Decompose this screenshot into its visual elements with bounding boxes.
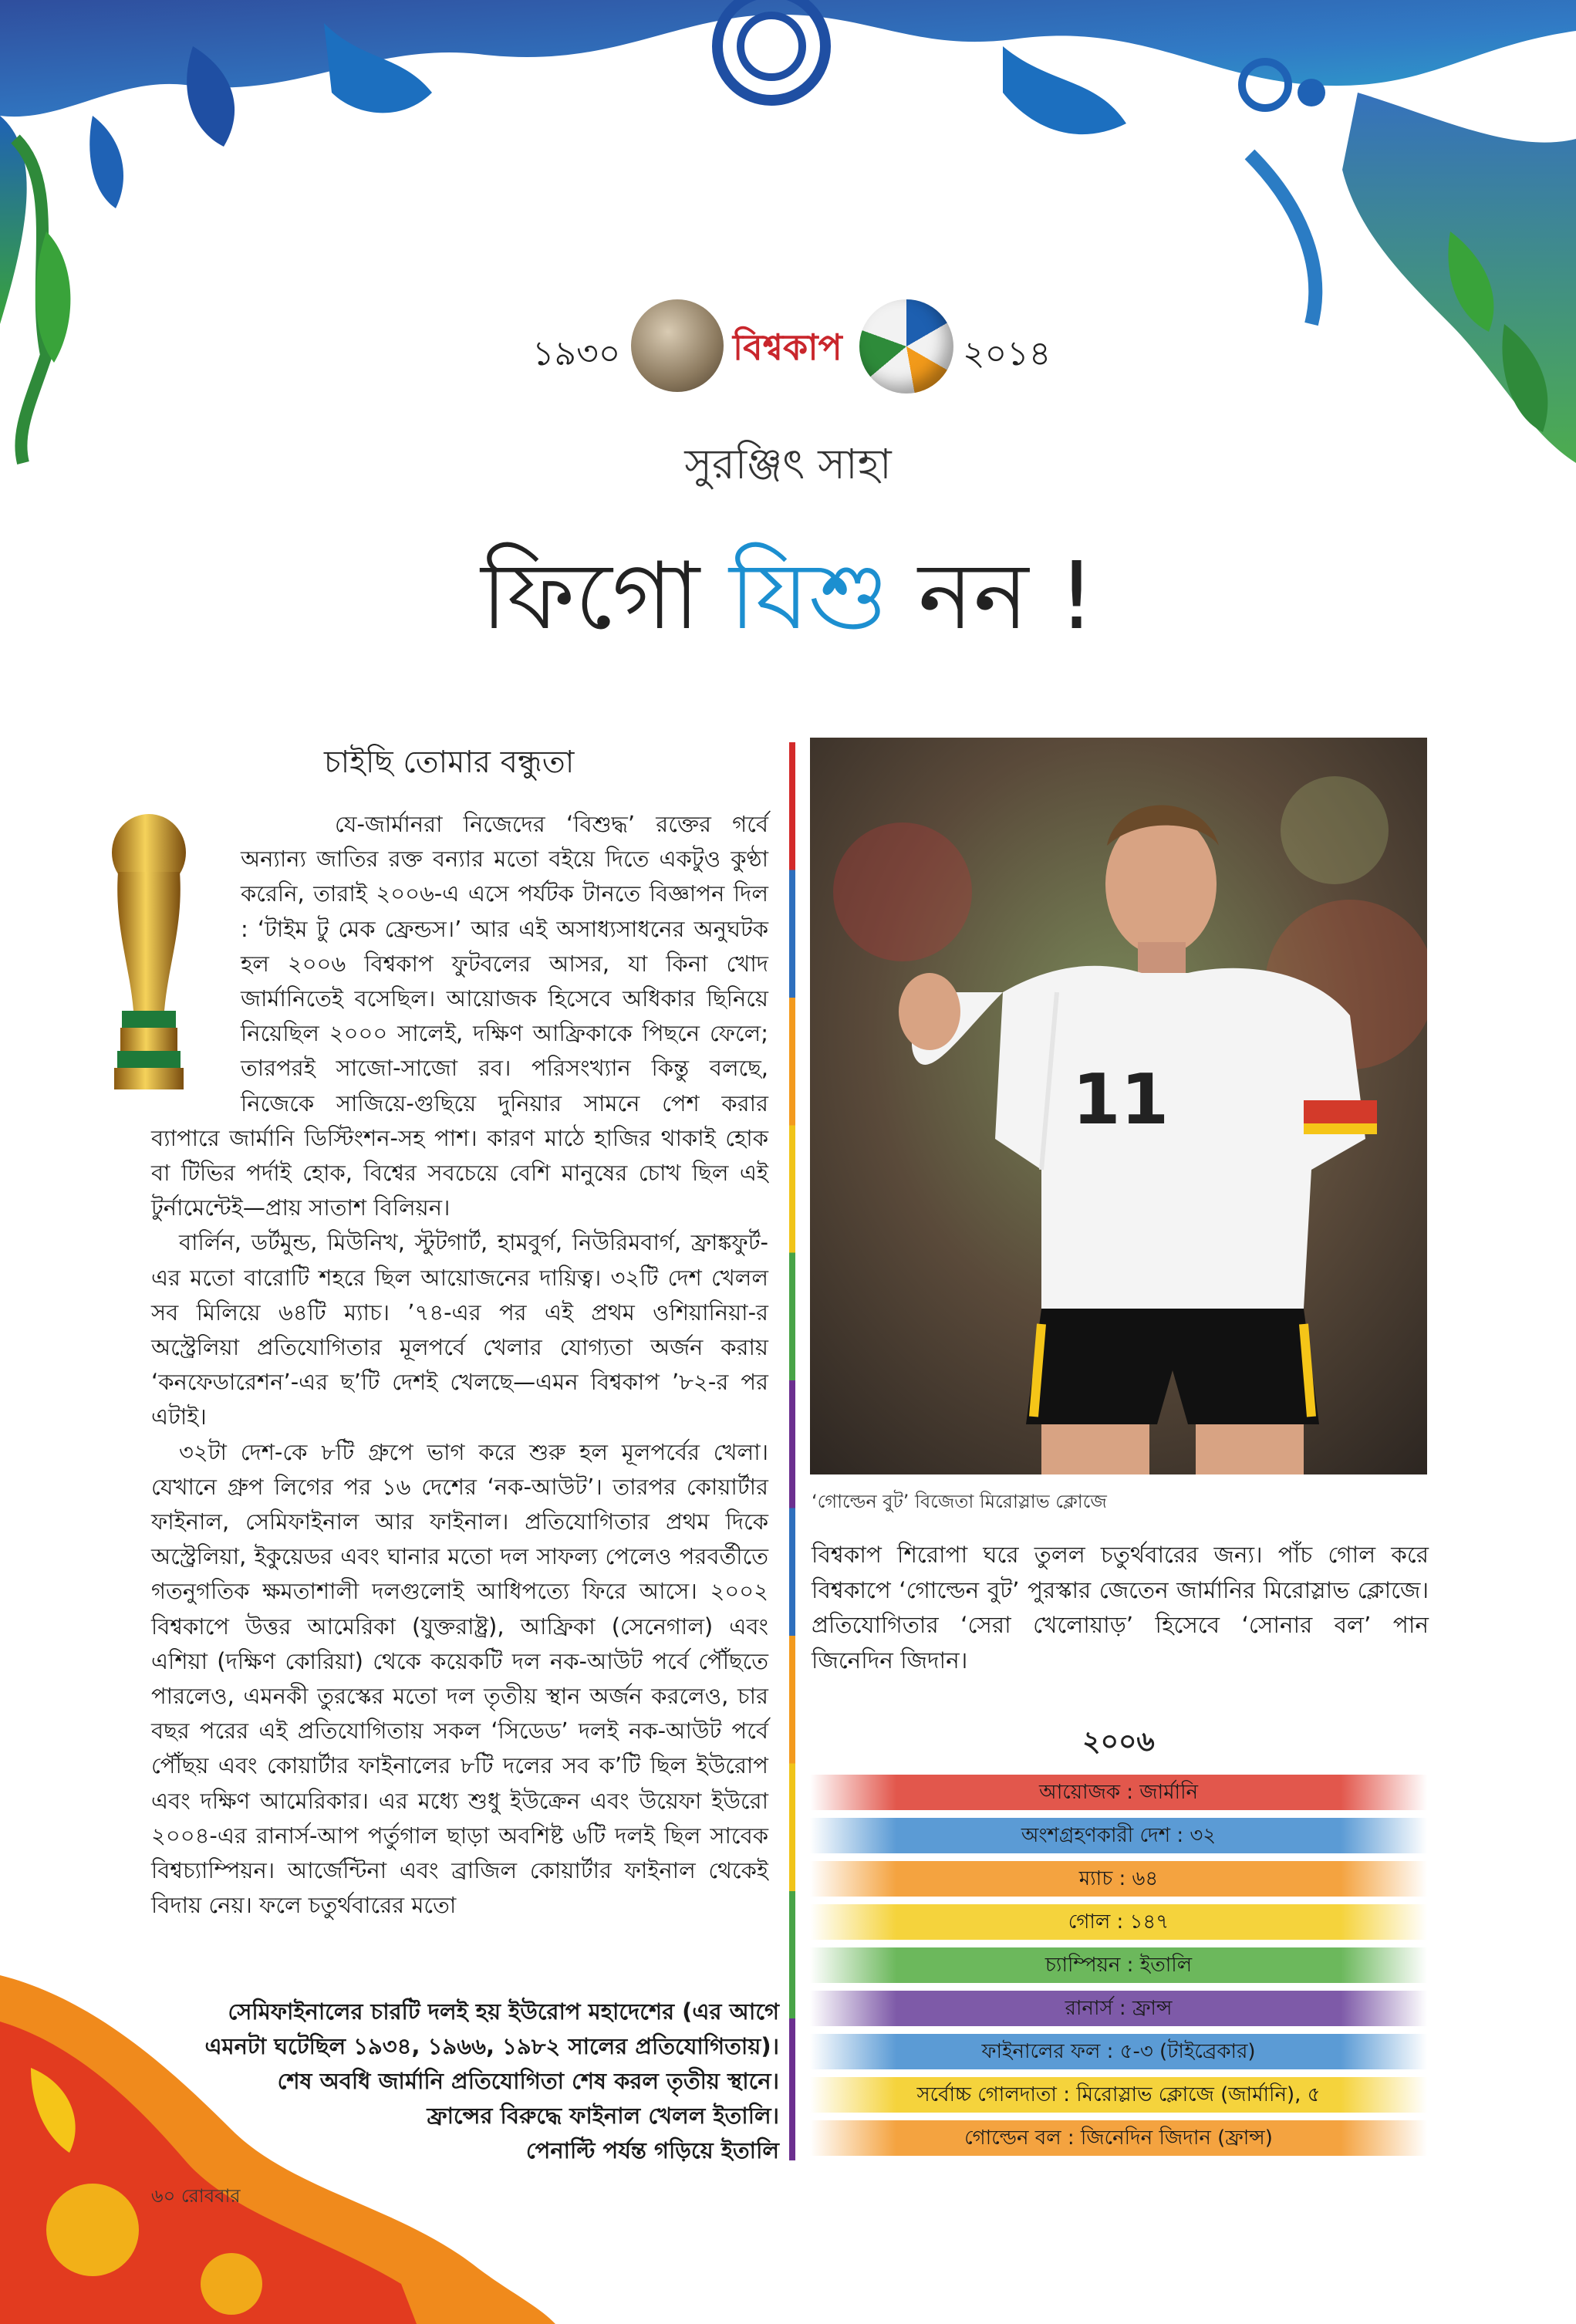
- stat-row-text: গোল্ডেন বল : জিনেদিন জিদান (ফ্রান্স): [964, 2126, 1273, 2150]
- player-photo: [810, 738, 1427, 1474]
- sidebar-paragraph: বিশ্বকাপ শিরোপা ঘরে তুলল চতুর্থবারের জন্য। পাঁচ গোল করে বিশ্বকাপে ‘গোল্ডেন বুট’ পুরস্কার জেতেন জার্মানির মিরোস্লাভ ক্লোজে। প্রতিযোগিতার ‘সেরা খেলোয়াড়’ হিসেবে ‘সোনার বল’ পান জিনেদিন জিদান।: [812, 1542, 1429, 1674]
- article-bold-ending: [139, 1995, 779, 2168]
- bold-line-2: এমনটা ঘটেছিল ১৯৩৪, ১৯৬৬, ১৯৮২ সালের প্রতিযোগিতায়)।: [204, 2033, 779, 2059]
- article-body: [151, 807, 768, 1924]
- multicolor-divider: [789, 742, 795, 2160]
- article-paragraph-2: বার্লিন, ডর্টমুন্ড, মিউনিখ, স্টুটগার্ট, হামবুর্গ, নিউরিমবার্গ, ফ্রাঙ্কফুর্ট-এর মতো বারোটি শহরে ছিল আয়োজনের দায়িত্ব। ৩২টি দেশ খেলল সব মিলিয়ে ৬৪টি ম্যাচ। ’৭৪-এর পর এই প্রথম ওশিয়ানিয়া-র অস্ট্রেলিয়া প্রতিযোগিতার মূলপর্বে খেলার যোগ্যতা অর্জন করায় ‘কনফেডারেশন’-এর ছ’টি দেশই খেলছে—এমন বিশ্বকাপ ’৮২-র পর এটাই।: [151, 1229, 768, 1431]
- section-heading: চাইছি তোমার বন্ধুতা: [324, 745, 575, 780]
- stat-row: [810, 2120, 1427, 2156]
- stat-row-text: সর্বোচ্চ গোলদাতা : মিরোস্লাভ ক্লোজে (জার্মানি), ৫: [916, 2083, 1321, 2106]
- photo-caption: ‘গোল্ডেন বুট’ বিজেতা মিরোস্লাভ ক্লোজে: [812, 1491, 1107, 1512]
- stat-row-text: আয়োজক : জার্মানি: [1038, 1781, 1199, 1804]
- article-paragraph-1: যে-জার্মানরা নিজেদের ‘বিশুদ্ধ’ রক্তের গর্বে অন্যান্য জাতির রক্ত বন্যার মতো বইয়ে দিতে একটুও কুণ্ঠা করেনি, তারাই ২০০৬-এ এসে পর্যটক টানতে বিজ্ঞাপন দিল : ‘টাইম টু মেক ফ্রেন্ডস।’ আর এই অসাধ্যসাধনের অনুঘটক হল ২০০৬ বিশ্বকাপ ফুটবলের আসর, যা কিনা খোদ জার্মানিতেই বসেছিল। আয়োজক হিসেবে অধিকার ছিনিয়ে নিয়েছিল ২০০০ সালেই, দক্ষিণ আফ্রিকাকে পিছনে ফেলে; তারপরই সাজো-সাজো রব। পরিসংখ্যান কিন্তু বলছে, নিজেকে সাজিয়ে-গুছিয়ে দুনিয়ার সামনে পেশ করার ব্যাপারে জার্মানি ডিস্টিংশন-সহ পাশ। কারণ মাঠে হাজির থাকাই হোক বা টিভির পর্দাই হোক, বিশ্বের সবচেয়ে বেশি মানুষের চোখ ছিল এই টুর্নামেন্টেই—প্রায় সাতাশ বিলিয়ন।: [151, 811, 768, 1221]
- bold-line-5: পেনাল্টি পর্যন্ত গড়িয়ে ইতালি: [525, 2137, 779, 2164]
- stat-row-text: ম্যাচ : ৬৪: [1078, 1867, 1159, 1890]
- stat-row: [810, 1904, 1427, 1940]
- bold-line-1: সেমিফাইনালের চারটি দলই হয় ইউরোপ মহাদেশের (এর আগে: [228, 1998, 779, 2025]
- stat-row: [810, 1947, 1427, 1983]
- vintage-football-icon: [631, 299, 724, 392]
- banner-title: বিশ্বকাপ: [733, 326, 842, 368]
- stat-row-text: ফাইনালের ফল : ৫-৩ (টাইব্রেকার): [981, 2040, 1256, 2063]
- stat-row-text: চ্যাম্পিয়ন : ইতালি: [1044, 1954, 1193, 1977]
- stat-row: [810, 2077, 1427, 2113]
- headline: [0, 525, 1576, 680]
- modern-football-icon: [859, 299, 953, 394]
- headline-part-3: নন !: [888, 543, 1095, 650]
- stat-row: [810, 2034, 1427, 2069]
- stat-row: [810, 1861, 1427, 1897]
- bold-line-4: ফ্রান্সের বিরুদ্ধে ফাইনাল খেলল ইতালি।: [427, 2103, 779, 2129]
- headline-part-1: ফিগো: [481, 543, 730, 650]
- trophy-wrap-space: [148, 807, 241, 1112]
- stat-row: [810, 1991, 1427, 2026]
- stat-row: [810, 1775, 1427, 1810]
- author-byline: সুরঞ্জিৎ সাহা: [684, 440, 892, 488]
- stat-row-text: অংশগ্রহণকারী দেশ : ৩২: [1021, 1824, 1217, 1847]
- bold-line-3: শেষ অবধি জার্মানি প্রতিযোগিতা শেষ করল তৃতীয় স্থানে।: [277, 2068, 779, 2094]
- banner-year-end: ২০১৪: [963, 334, 1051, 373]
- banner-year-start: ১৯৩০: [532, 334, 621, 373]
- stat-row: [810, 1818, 1427, 1853]
- page-footer: ৬০ রোববার: [151, 2185, 241, 2207]
- article-paragraph-3: ৩২টা দেশ-কে ৮টি গ্রুপে ভাগ করে শুরু হল মূলপর্বের খেলা। যেখানে গ্রুপ লিগের পর ১৬ দেশের ‘নক-আউট’। তারপর কোয়ার্টার ফাইনাল, সেমিফাইনাল আর ফাইনাল। প্রতিযোগিতার প্রথম দিকে অস্ট্রেলিয়া, ইকুয়েডর এবং ঘানার মতো দল সাফল্য পেলেও পরবর্তীতে গতনুগতিক ক্ষমতাশালী দলগুলোই আধিপত্যে ফিরে আসে। ২০০২ বিশ্বকাপে উত্তর আমেরিকা (যুক্তরাষ্ট্র), আফ্রিকা (সেনেগাল) এবং এশিয়া (দক্ষিণ কোরিয়া) থেকে কয়েকটি দল নক-আউট পর্বে পৌঁছতে পারলেও, এমনকী তুরস্কের মতো দল তৃতীয় স্থান অর্জন করলেও, চার বছর পরের এই প্রতিযোগিতায় সকল ‘সিডেড’ দলই নক-আউট পর্বে পৌঁছয় এবং কোয়ার্টার ফাইনালের ৮টি দলের সব ক’টি ছিল ইউরোপ এবং দক্ষিণ আমেরিকার। এর মধ্যে শুধু ইউক্রেন এবং উয়েফা ইউরো ২০০৪-এর রানার্স-আপ পর্তুগাল ছাড়া অবশিষ্ট ৬টি দলই ছিল সাবেক বিশ্বচ্যাম্পিয়ন। আর্জেন্টিনা এবং ব্রাজিল কোয়ার্টার ফাইনাল থেকেই বিদায় নেয়। ফলে চতুর্থবারের মতো: [151, 1438, 768, 1919]
- stats-year: ২০০৬: [1082, 1725, 1155, 1758]
- svg-text:11: 11: [1072, 1059, 1169, 1140]
- headline-part-2: যিশু: [729, 543, 889, 650]
- stat-row-text: গোল : ১৪৭: [1068, 1910, 1169, 1934]
- top-decorative-pattern: [0, 0, 1576, 478]
- stat-row-text: রানার্স : ফ্রান্স: [1065, 1997, 1173, 2020]
